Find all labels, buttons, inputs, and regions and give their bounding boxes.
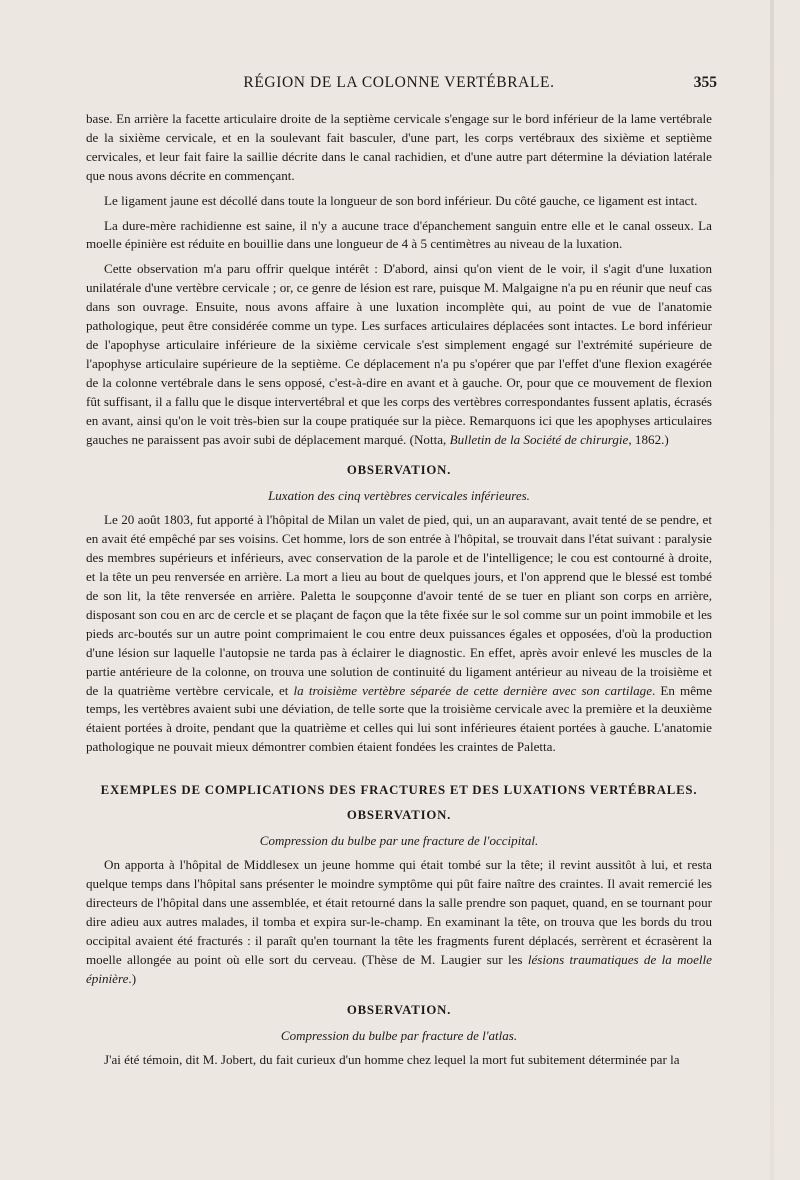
section-heading: OBSERVATION. — [346, 463, 452, 478]
page-body — [86, 110, 712, 1069]
running-title: RÉGION DE LA COLONNE VERTÉBRALE. — [243, 74, 555, 91]
section-heading: OBSERVATION. — [346, 1002, 452, 1017]
italic-citation: lésions traumatiques de la moelle épinière — [86, 951, 712, 986]
text-run: base. En arrière la facette articulaire droite de la septième cervicale s'engage sur le bord inférieur de la lame vertébrale de la sixième cervicale, et en la soulevant fait basculer, d'une part, les corps vertébraux des sixième et septième cervicales, et leur fait faire la saillie décrite dans le canal rachidien, et d'une autre part détermine la déviation latérale que nous avons décrite en commençant. — [86, 111, 712, 183]
text-run: On apporta à l'hôpital de Middlesex un jeune homme qui était tombé sur la tête; il revint aussitôt à lui, et resta quelque temps dans l'hôpital sans présenter le moindre symptôme qui pût faire naître des craintes. Il avait remercié les directeurs de l'hôpital dans une assemblée, et était retourné dans la salle prendre son paquet, quand, en se tournant pour dire adieu aux autres malades, il tomba et expira sur-le-champ. En examinant la tête, on trouva que les bords du trou occipital avaient été fracturés : il paraît qu'en tournant la tête les fragments furent déplacés, serrèrent et écrasèrent la moelle allongée au point où elle sort du cerveau. (Thèse de M. Laugier sur les — [86, 857, 712, 967]
body-paragraph — [86, 856, 712, 988]
italic-citation: Bulletin de la Société de chirurgie — [449, 431, 629, 447]
text-run: La dure-mère rachidienne est saine, il n'y a aucune trace d'épanchement sanguin entre elle et le canal osseux. La moelle épinière est réduite en bouillie dans une longueur de 4 à 5 centimètres au niveau de la luxation. — [86, 217, 712, 252]
italic-citation: la troisième vertèbre séparée de cette dernière avec son cartilage — [293, 682, 653, 698]
body-paragraph — [86, 192, 712, 211]
text-run: . En même temps, les vertèbres avaient subi une déviation, de telle sorte que la troisième cervicale avec la première et la deuxième étaient portées à droite, pendant que la quatrième et celles qui lui sont inférieures étaient portées à gauche. L'anatomie pathologique ne pouvait mieux démontrer combien étaient fondées les craintes de Paletta. — [86, 682, 713, 755]
text-run: Le 20 août 1803, fut apporté à l'hôpital de Milan un valet de pied, qui, un an auparavant, avait tenté de se pendre, et en avait été empêché par ses voisins. Cet homme, lors de son entrée à l'hôpital, se trouvait dans l'état suivant : paralysie des membres supérieurs et inférieurs, avec conservation de la parole et de l'intelligence; le cou est contourné à droite, et la tête un peu renversée en arrière. La mort a lieu au bout de quelques jours, et l'on apprend que le blessé est tombé de son lit, la tête renversée en arrière. Paletta le soupçonne d'avoir tenté de se tuer en pliant son corps en arrière, disposant son cou en arc de cercle et se plaçant de façon que la tête fixée sur le sol comme sur un point immobile et les pieds arc-boutés sur un autre point comprimaient le cou entre deux puissances égales et opposées, d'où la production d'une lésion sur laquelle l'autopsie ne tarda pas à éclairer le diagnostic. En effet, après avoir enlevé les muscles de la partie antérieure de la colonne, on trouva une solution de continuité du ligament antérieur au niveau de la troisième et de la quatrième vertèbre cervicale, et — [86, 512, 712, 698]
page-number: 355 — [693, 74, 717, 91]
observation-subtitle: Luxation des cinq vertèbres cervicales inférieures. — [268, 488, 530, 504]
body-paragraph — [86, 110, 712, 186]
page-header — [86, 70, 717, 96]
text-run: .) — [128, 970, 137, 986]
body-paragraph — [86, 260, 712, 449]
body-paragraph — [86, 511, 712, 757]
observation-subtitle: Compression du bulbe par fracture de l'atlas. — [280, 1027, 518, 1043]
observation-subtitle: Compression du bulbe par une fracture de l'occipital. — [259, 833, 539, 849]
text-run: Cette observation m'a paru offrir quelque intérêt : D'abord, ainsi qu'on vient de le voir, il s'agit d'une luxation unilatérale d'une vertèbre cervicale ; or, ce genre de lésion est rare, puisque M. Malgaigne n'a pu en réunir que neuf cas dans son ouvrage. Ensuite, nous avons affaire à une luxation incomplète qui, au point de vue de l'anatomie pathologique, peut être considérée comme un type. Les surfaces articulaires déplacées sont intactes. Le bord inférieur de l'apophyse articulaire inférieure de la sixième cervicale s'est simplement engagé sur l'extrémité supérieure de l'apophyse articulaire supérieure de la septième. Ce déplacement n'a pu s'opérer que par l'effet d'une flexion exagérée de la colonne vertébrale dans le sens opposé, c'est-à-dire en avant et à gauche. Or, pour que ce mouvement de flexion fût suffisant, il a fallu que le disque intervertébral et que les corps des vertèbres correspondantes fussent aplatis, écrasés en avant, ainsi qu'on le voit très-bien sur la coupe pratiquée sur la pièce. Remarquons ici que les apophyses articulaires gauches ne paraissent pas avoir subi de déplacement marqué. (Notta, — [86, 261, 712, 447]
page-edge-shading — [770, 0, 774, 1180]
body-paragraph — [86, 217, 712, 255]
body-paragraph — [86, 1051, 712, 1070]
section-heading: OBSERVATION. — [346, 808, 452, 823]
text-run: Le ligament jaune est décollé dans toute la longueur de son bord inférieur. Du côté gauche, ce ligament est intact. — [104, 192, 698, 208]
section-heading: EXEMPLES DE COMPLICATIONS DES FRACTURES ET DES LUXATIONS VERTÉBRALES. — [100, 783, 698, 798]
text-run: , 1862.) — [628, 431, 669, 447]
text-run: J'ai été témoin, dit M. Jobert, du fait curieux d'un homme chez lequel la mort fut subitement déterminée par la — [104, 1051, 680, 1067]
